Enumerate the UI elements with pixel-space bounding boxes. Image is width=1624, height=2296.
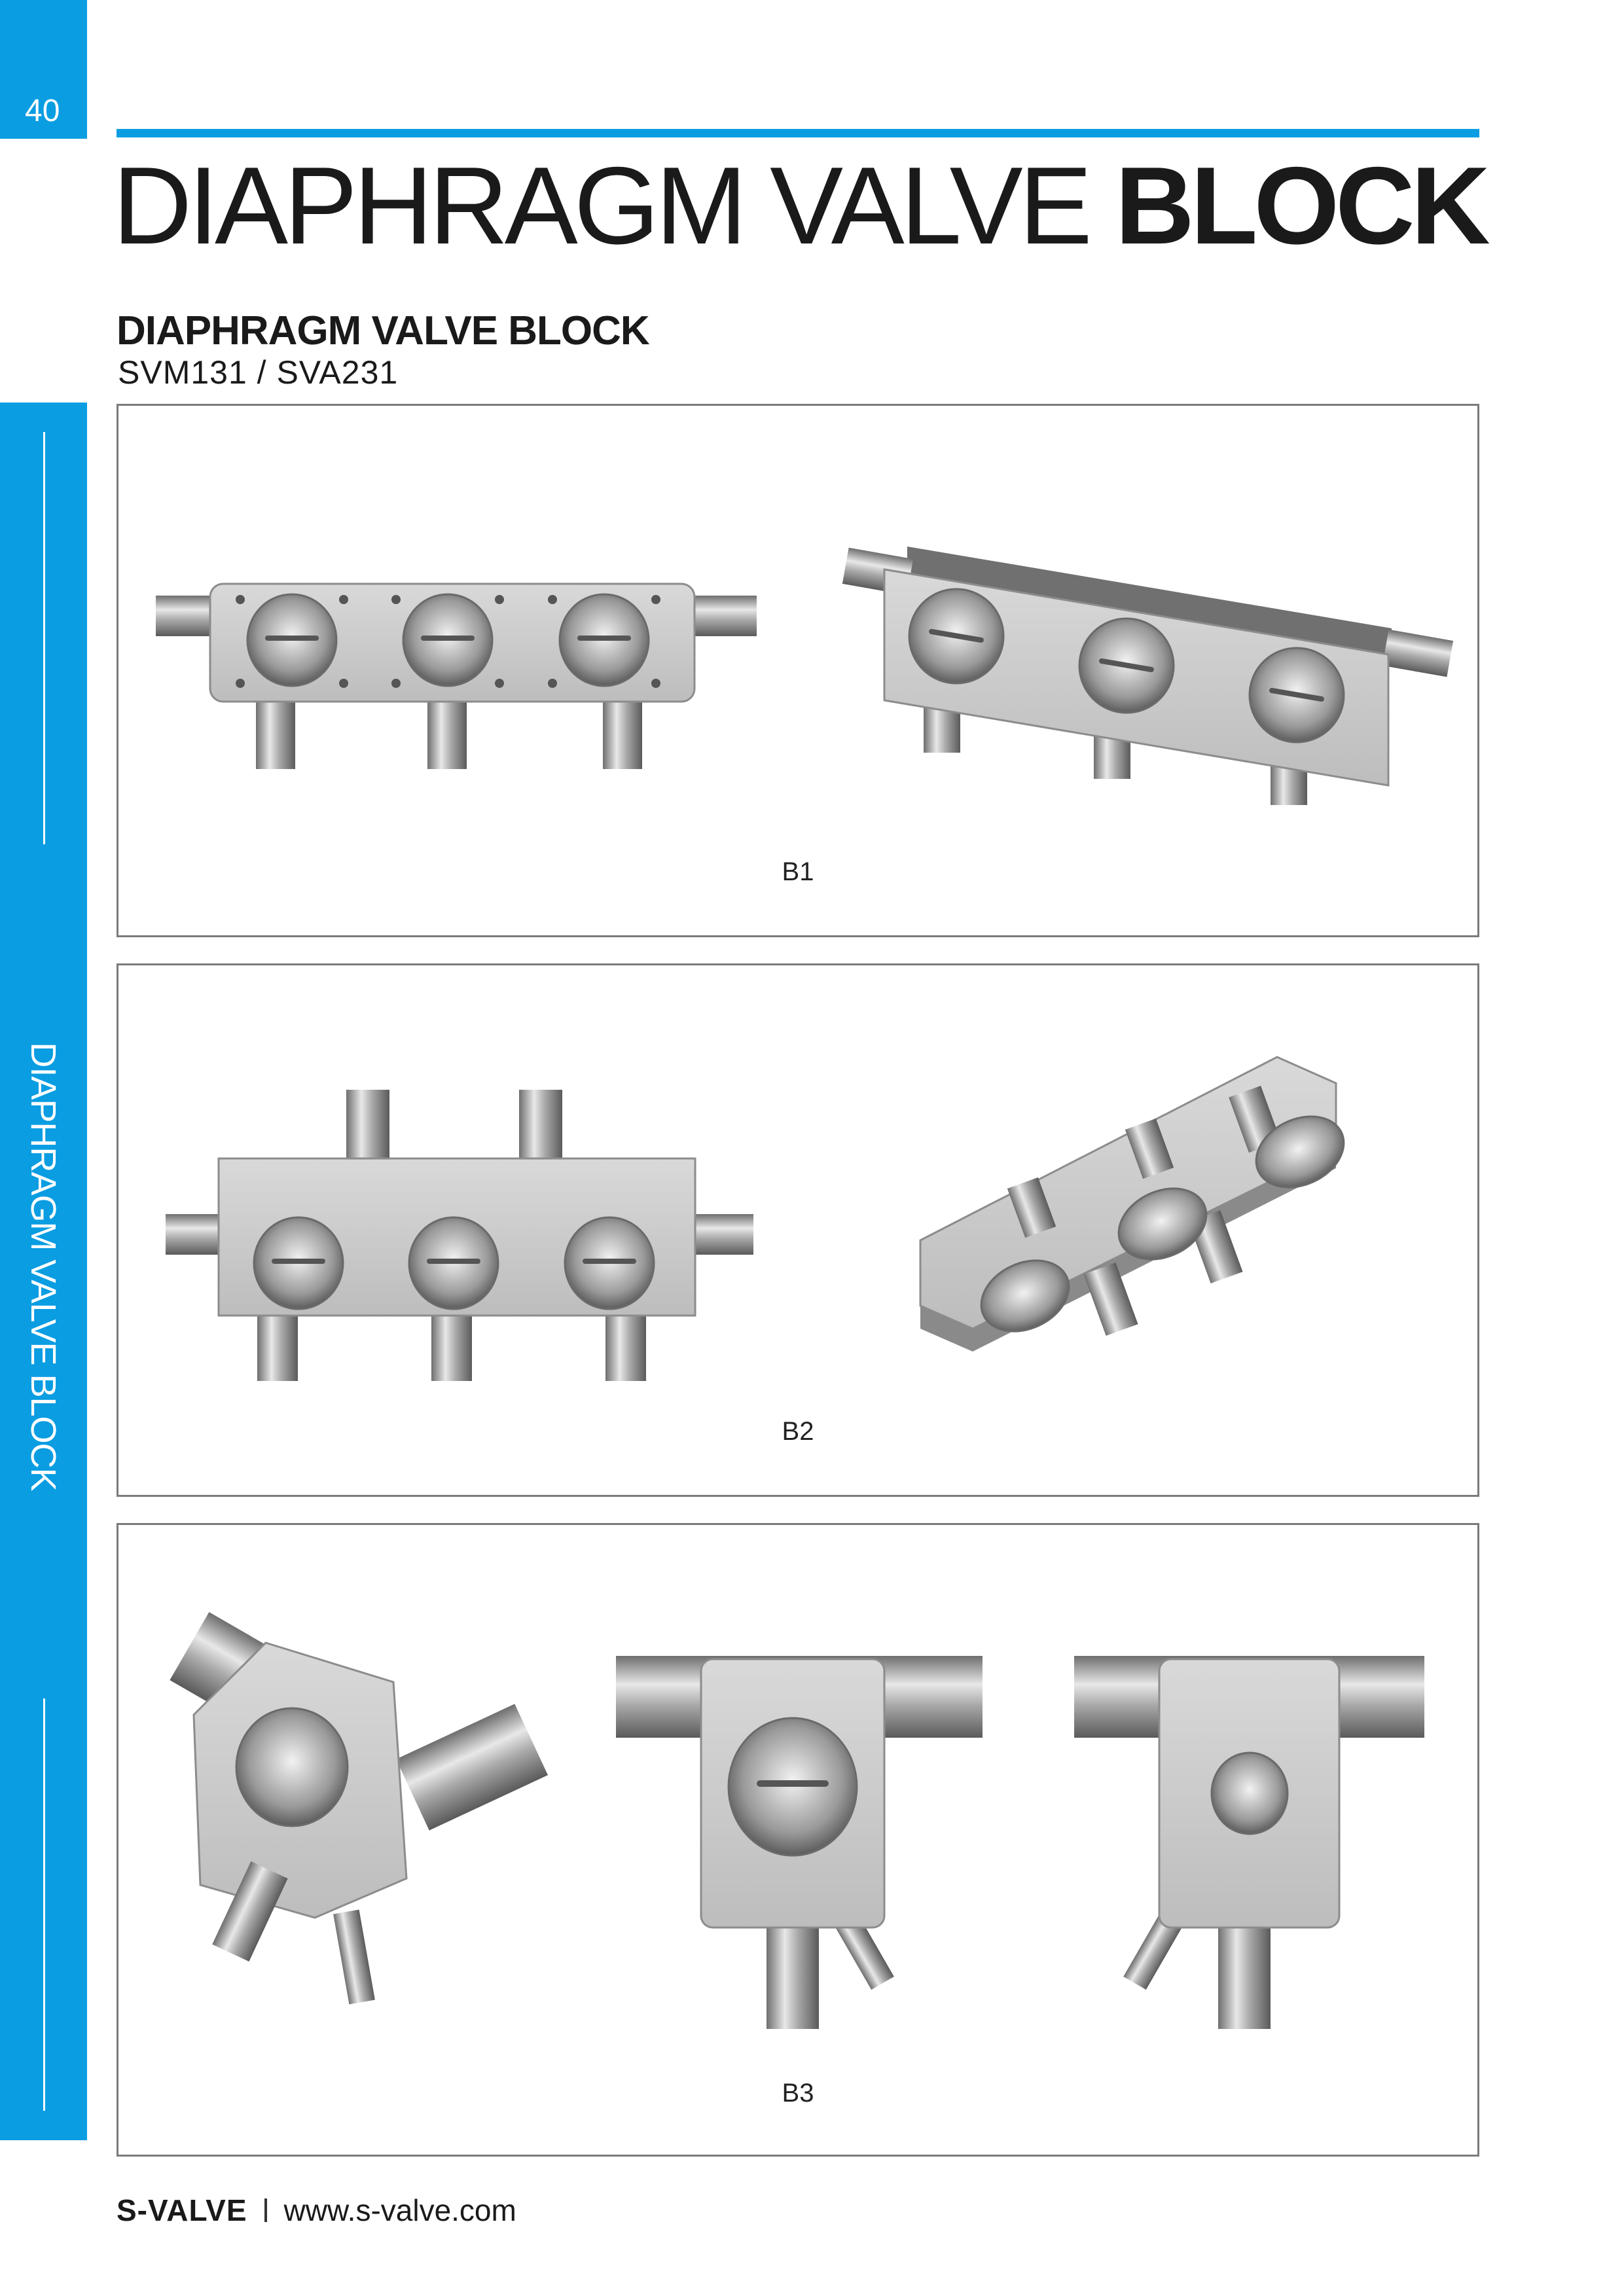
footer bbox=[117, 2193, 516, 2228]
valve-block-b1-images bbox=[118, 406, 1477, 935]
valve-block-b3-isometric-image bbox=[170, 1612, 548, 2004]
side-divider-bottom bbox=[43, 1698, 45, 2111]
panel-label-b1: B1 bbox=[782, 857, 814, 886]
header-rule bbox=[117, 129, 1479, 137]
valve-block-b2-images bbox=[118, 965, 1477, 1495]
page-title-light: DIAPHRAGM VALVE bbox=[113, 144, 1089, 267]
brand-name: S-VALVE bbox=[117, 2193, 247, 2227]
panel-b2 bbox=[117, 963, 1479, 1497]
valve-block-b3-front-image bbox=[616, 1656, 983, 2029]
valve-block-b2-isometric-image bbox=[920, 1057, 1356, 1352]
panel-b3 bbox=[117, 1523, 1479, 2157]
side-label: DIAPHRAGM VALVE BLOCK bbox=[24, 1042, 63, 1491]
page-title bbox=[113, 144, 1487, 267]
panel-label-b2: B2 bbox=[782, 1417, 814, 1446]
valve-block-b2-front-image bbox=[166, 1090, 753, 1381]
section-title: DIAPHRAGM VALVE BLOCK bbox=[117, 308, 649, 353]
footer-divider bbox=[264, 2198, 267, 2222]
page-number: 40 bbox=[25, 94, 60, 128]
valve-block-b1-front-image bbox=[156, 584, 757, 769]
model-numbers: SVM131 / SVA231 bbox=[118, 354, 399, 391]
page-tab bbox=[0, 0, 87, 139]
page-title-bold: BLOCK bbox=[1115, 144, 1487, 267]
valve-block-b3-images bbox=[118, 1525, 1477, 2155]
valve-block-b3-small-port-image bbox=[1074, 1656, 1424, 2029]
side-divider-top bbox=[43, 432, 45, 844]
website-link[interactable]: www.s-valve.com bbox=[283, 2193, 516, 2227]
valve-block-b1-angled-image bbox=[842, 547, 1453, 805]
panel-b1 bbox=[117, 404, 1479, 937]
panel-label-b3: B3 bbox=[782, 2079, 814, 2108]
